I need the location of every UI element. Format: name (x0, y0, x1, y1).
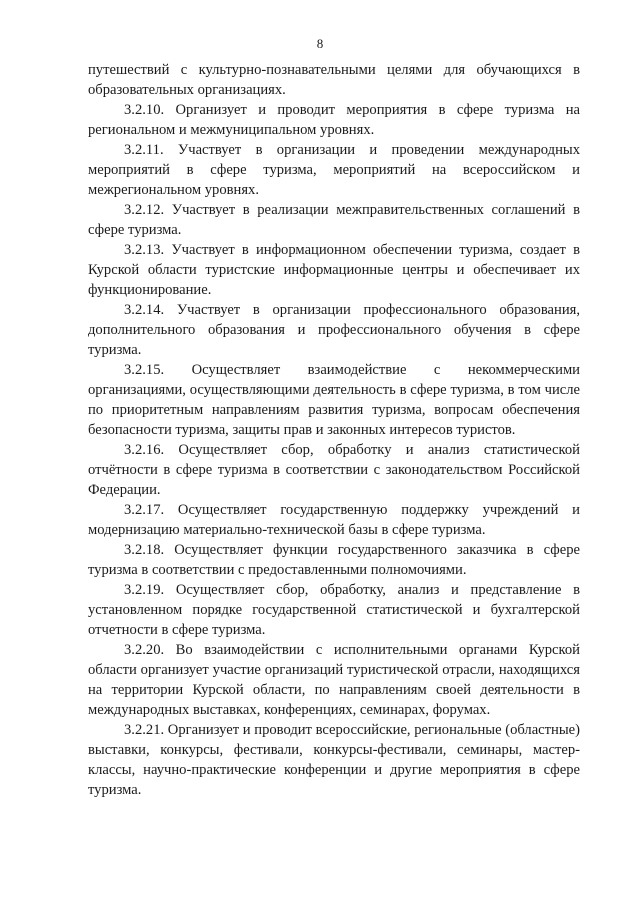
paragraph-3-2-14: 3.2.14. Участвует в организации профессионального образования, дополнительного образования и профессионального обучения в сфере туризма. (88, 302, 580, 358)
paragraph-3-2-21: 3.2.21. Организует и проводит всероссийские, региональные (областные) выставки, конкурсы, фестивали, конкурсы-фестивали, семинары, мастер-классы, научно-практические конференции и другие мероприятия в сфере туризма. (88, 722, 580, 798)
paragraph-3-2-11: 3.2.11. Участвует в организации и проведении международных мероприятий в сфере туризма, мероприятий на всероссийском и межрегиональном уровнях. (88, 142, 580, 198)
paragraph-3-2-16: 3.2.16. Осуществляет сбор, обработку и анализ статистической отчётности в сфере туризма в соответствии с законодательством Российской Федерации. (88, 442, 580, 498)
paragraph-continuation: путешествий с культурно-познавательными целями для обучающихся в образовательных организациях. (88, 62, 580, 98)
paragraph-3-2-20: 3.2.20. Во взаимодействии с исполнительными органами Курской области организует участие организаций туристической отрасли, находящихся на территории Курской области, по направлениям своей деятельности в международных выставках, конференциях, семинарах, форумах. (88, 642, 580, 718)
paragraph-3-2-18: 3.2.18. Осуществляет функции государственного заказчика в сфере туризма в соответствии с предоставленными полномочиями. (88, 542, 580, 578)
paragraph-3-2-12: 3.2.12. Участвует в реализации межправительственных соглашений в сфере туризма. (88, 202, 580, 238)
paragraph-3-2-15: 3.2.15. Осуществляет взаимодействие с некоммерческими организациями, осуществляющими деятельность в сфере туризма, в том числе по приоритетным направлениям развития туризма, вопросам обеспечения безопасности туризма, защиты прав и законных интересов туристов. (88, 362, 580, 438)
page-number: 8 (316, 36, 324, 51)
paragraph-3-2-10: 3.2.10. Организует и проводит мероприятия в сфере туризма на региональном и межмуниципальном уровнях. (88, 102, 580, 138)
paragraph-3-2-13: 3.2.13. Участвует в информационном обеспечении туризма, создает в Курской области туристские информационные центры и обеспечивает их функционирование. (88, 242, 580, 298)
paragraph-3-2-17: 3.2.17. Осуществляет государственную поддержку учреждений и модернизацию материально-технической базы в сфере туризма. (88, 502, 580, 538)
paragraph-3-2-19: 3.2.19. Осуществляет сбор, обработку, анализ и представление в установленном порядке государственной статистической и бухгалтерской отчетности в сфере туризма. (88, 582, 580, 638)
document-body (88, 60, 580, 800)
